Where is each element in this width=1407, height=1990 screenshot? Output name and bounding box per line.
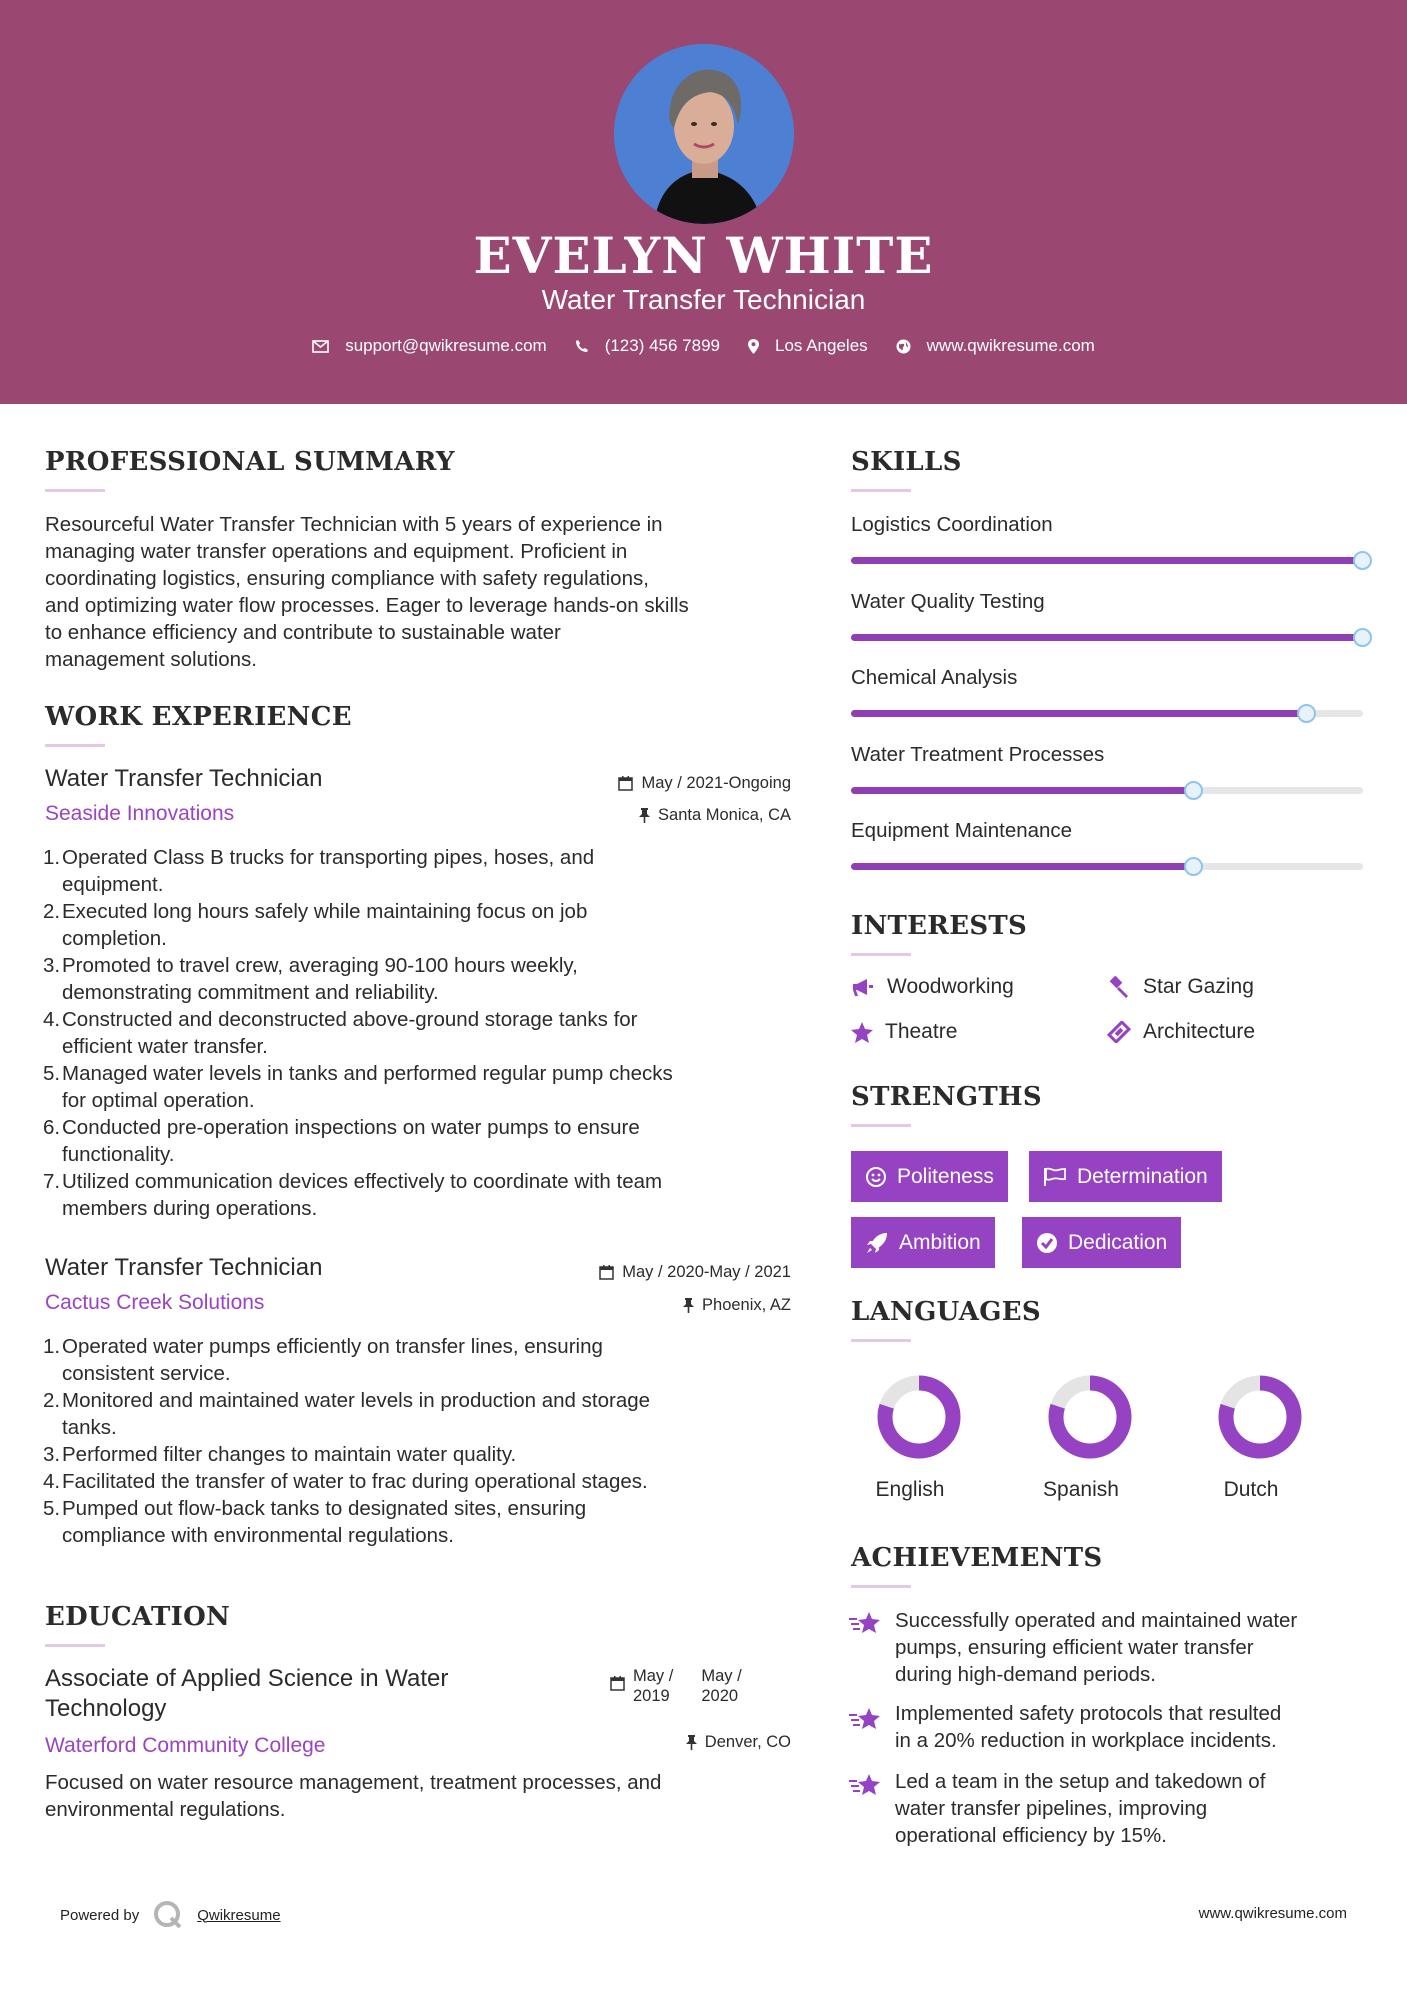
skill-bar-track (851, 787, 1363, 794)
list-line: Facilitated the transfer of water to frac during operational stages. (62, 1470, 648, 1493)
skill-label: Water Quality Testing (851, 589, 1045, 613)
achievement-line: water transfer pipelines, improving (895, 1797, 1208, 1820)
list-item (44, 1168, 784, 1222)
calendar-icon (610, 1676, 625, 1691)
list-item (44, 1006, 784, 1060)
flag-icon (1043, 1167, 1067, 1187)
skill-bar-track (851, 557, 1363, 564)
summary-heading-rule (45, 489, 105, 492)
skill-bar-knob (1297, 704, 1316, 723)
megaphone-icon (851, 977, 875, 997)
skills-heading: SKILLS (851, 447, 962, 477)
pin-icon (639, 808, 650, 823)
interests-heading-rule (851, 953, 911, 956)
list-line: consistent service. (62, 1362, 231, 1385)
skill-label: Logistics Coordination (851, 513, 1053, 536)
job-location-text: Phoenix, AZ (702, 1296, 791, 1314)
list-line: Monitored and maintained water levels in production and storage (62, 1389, 651, 1412)
achievement-line: Led a team in the setup and takedown of (895, 1770, 1266, 1793)
strength-label: Determination (1077, 1164, 1208, 1188)
list-line: functionality. (62, 1143, 175, 1166)
achievement-line: during high-demand periods. (895, 1663, 1156, 1686)
strengths-heading-rule (851, 1124, 911, 1127)
interest-label: Theatre (885, 1020, 958, 1043)
list-number: 5. (43, 1497, 61, 1520)
header-banner (0, 0, 1407, 404)
contact-phone[interactable] (575, 336, 720, 356)
list-line: Managed water levels in tanks and performed regular pump checks (62, 1062, 673, 1085)
education-location (686, 1733, 791, 1752)
skill-label: Water Treatment Processes (851, 742, 1105, 766)
summary-line: management solutions. (45, 648, 257, 671)
achievement-line: operational efficiency by 15%. (895, 1824, 1167, 1847)
summary-text (45, 511, 689, 673)
job-location (639, 806, 791, 825)
work-heading: WORK EXPERIENCE (45, 702, 352, 732)
duties-list (44, 1333, 784, 1549)
map-pin-icon (748, 339, 759, 354)
skills-heading-rule (851, 489, 911, 492)
list-number: 3. (43, 954, 61, 977)
strength-badge (1022, 1217, 1181, 1268)
skill-bar-track (851, 863, 1363, 870)
company-name: Cactus Creek Solutions (45, 1291, 265, 1314)
education-heading-rule (45, 1644, 105, 1647)
list-item (44, 1114, 784, 1168)
qwikresume-link[interactable]: Qwikresume (197, 1906, 281, 1924)
website-text: www.qwikresume.com (926, 336, 1095, 355)
achievements-heading: ACHIEVEMENTS (851, 1543, 1103, 1573)
gavel-icon (1107, 976, 1131, 998)
education-desc-line: environmental regulations. (45, 1798, 286, 1821)
degree-line: Associate of Applied Science in Water (45, 1665, 449, 1692)
list-number: 5. (43, 1062, 61, 1085)
phone-text: (123) 456 7899 (604, 336, 721, 355)
job-title: Water Transfer Technician (45, 1254, 323, 1281)
list-line: Pumped out flow-back tanks to designated sites, ensuring (62, 1497, 587, 1520)
list-line: Operated water pumps efficiently on transfer lines, ensuring (62, 1335, 603, 1358)
list-item (44, 952, 784, 1006)
company-name: Seaside Innovations (45, 802, 235, 825)
calendar-icon (599, 1265, 614, 1280)
job-date (618, 774, 791, 793)
powered-by-text: Powered by (60, 1906, 140, 1924)
language-donut (850, 1374, 970, 1465)
date-part: May / (633, 1667, 674, 1685)
education-description (45, 1769, 661, 1823)
list-number: 4. (43, 1008, 61, 1031)
list-number: 2. (43, 1389, 61, 1412)
list-line: tanks. (62, 1416, 117, 1439)
degree-line: Technology (45, 1695, 167, 1722)
summary-heading: PROFESSIONAL SUMMARY (45, 447, 455, 477)
list-number: 6. (43, 1116, 61, 1139)
phone-icon (575, 339, 589, 353)
job-title: Water Transfer Technician (45, 765, 323, 792)
list-item (44, 1333, 784, 1387)
achievement-line: pumps, ensuring efficient water transfer (895, 1636, 1254, 1659)
list-item (44, 898, 784, 952)
education-dates (610, 1666, 742, 1706)
location-text: Los Angeles (775, 336, 868, 355)
shooting-star-icon (849, 1772, 883, 1803)
email-text: support@qwikresume.com (345, 336, 547, 355)
achievement-item (895, 1768, 1265, 1849)
star-icon (851, 1022, 873, 1043)
achievement-line: in a 20% reduction in workplace incidents. (895, 1729, 1277, 1752)
list-line: Promoted to travel crew, averaging 90-100 hours weekly, (62, 954, 578, 977)
footer-website[interactable]: www.qwikresume.com (1198, 1905, 1347, 1922)
interest-architecture (1107, 1020, 1255, 1044)
language-donut (1191, 1374, 1311, 1465)
skill-bar-fill (851, 634, 1363, 641)
strengths-heading: STRENGTHS (851, 1082, 1042, 1112)
profile-photo (614, 44, 794, 224)
education-end (701, 1666, 741, 1706)
footer-powered-by (60, 1900, 281, 1930)
list-number: 1. (43, 846, 61, 869)
calendar-icon (618, 776, 633, 791)
job-date-text: May / 2020-May / 2021 (622, 1263, 791, 1281)
job-date (599, 1263, 791, 1282)
qwikresume-logo-icon (153, 1900, 183, 1930)
degree-title (45, 1664, 448, 1724)
smile-icon (865, 1166, 887, 1188)
list-line: for optimal operation. (62, 1089, 255, 1112)
achievements-heading-rule (851, 1585, 911, 1588)
achievement-item (895, 1700, 1281, 1754)
skill-label: Equipment Maintenance (851, 819, 1073, 842)
summary-line: to enhance efficiency and contribute to sustainable water (45, 621, 561, 644)
skill-bar-knob (1353, 551, 1372, 570)
skill-bar-knob (1184, 781, 1203, 800)
list-line: compliance with environmental regulations. (62, 1524, 454, 1547)
achievement-line: Implemented safety protocols that resulted (895, 1702, 1282, 1725)
date-part: 2019 (633, 1687, 670, 1705)
list-number: 3. (43, 1443, 61, 1466)
contact-website[interactable] (896, 336, 1095, 356)
candidate-title: Water Transfer Technician (541, 284, 866, 315)
envelope-icon (312, 340, 329, 353)
list-item (44, 1468, 784, 1495)
skill-bar-fill (851, 787, 1194, 794)
list-item (44, 1441, 784, 1468)
interest-theatre (851, 1020, 957, 1044)
skill-bar-knob (1353, 628, 1372, 647)
achievement-item (895, 1607, 1297, 1688)
pin-icon (686, 1735, 697, 1750)
work-heading-rule (45, 744, 105, 747)
language-donut (1021, 1374, 1141, 1465)
school-name: Waterford Community College (45, 1734, 326, 1757)
skill-bar-fill (851, 557, 1363, 564)
rocket-icon (865, 1231, 889, 1255)
strength-badge (851, 1151, 1008, 1202)
strength-label: Dedication (1068, 1230, 1168, 1254)
list-line: efficient water transfer. (62, 1035, 268, 1058)
list-item (44, 1060, 784, 1114)
pin-icon (683, 1298, 694, 1313)
list-line: Conducted pre-operation inspections on water pumps to ensure (62, 1116, 640, 1139)
list-line: completion. (62, 927, 167, 950)
summary-line: managing water transfer operations and equipment. Proficient in (45, 540, 628, 563)
education-start (633, 1666, 673, 1706)
list-item (44, 1387, 784, 1441)
interest-star-gazing (1107, 975, 1254, 999)
skill-bar-track (851, 710, 1363, 717)
language-label: Dutch (1223, 1478, 1279, 1501)
interest-label: Architecture (1143, 1020, 1256, 1043)
list-item (44, 844, 784, 898)
interests-heading: INTERESTS (851, 911, 1028, 941)
contact-bar (0, 336, 1407, 356)
skill-bar-fill (851, 863, 1194, 870)
summary-line: coordinating logistics, ensuring compliance with safety regulations, (45, 567, 649, 590)
languages-heading-rule (851, 1339, 911, 1342)
list-number: 2. (43, 900, 61, 923)
education-desc-line: Focused on water resource management, treatment processes, and (45, 1771, 662, 1794)
skill-label: Chemical Analysis (851, 666, 1018, 689)
list-line: members during operations. (62, 1197, 318, 1220)
list-line: Executed long hours safely while maintaining focus on job (62, 900, 588, 923)
list-number: 1. (43, 1335, 61, 1358)
ticket-icon (1107, 1021, 1131, 1043)
skill-bar-knob (1184, 857, 1203, 876)
shooting-star-icon (849, 1610, 883, 1641)
duties-list (44, 844, 784, 1222)
contact-location (748, 336, 868, 356)
strength-badge (851, 1217, 995, 1268)
list-line: Performed filter changes to maintain water quality. (62, 1443, 517, 1466)
summary-line: and optimizing water flow processes. Eager to leverage hands-on skills (45, 594, 689, 617)
job-location-text: Santa Monica, CA (658, 806, 791, 824)
list-line: demonstrating commitment and reliability. (62, 981, 439, 1004)
strength-label: Ambition (899, 1230, 981, 1254)
list-line: Utilized communication devices effectively to coordinate with team (62, 1170, 663, 1193)
education-location-text: Denver, CO (704, 1733, 791, 1751)
list-line: equipment. (62, 873, 164, 896)
globe-icon (896, 339, 911, 354)
list-line: Operated Class B trucks for transporting pipes, hoses, and (62, 846, 595, 869)
job-location (683, 1296, 791, 1315)
summary-line: Resourceful Water Transfer Technician with 5 years of experience in (45, 513, 663, 536)
shooting-star-icon (849, 1706, 883, 1737)
skill-bar-track (851, 634, 1363, 641)
skill-bar-fill (851, 710, 1307, 717)
job-date-text: May / 2021-Ongoing (641, 774, 791, 792)
list-line: Constructed and deconstructed above-ground storage tanks for (62, 1008, 638, 1031)
interest-woodworking (851, 975, 1014, 999)
strength-badge (1029, 1151, 1222, 1202)
contact-email[interactable] (312, 336, 547, 356)
education-heading: EDUCATION (45, 1602, 231, 1632)
list-number: 7. (43, 1170, 61, 1193)
interest-label: Star Gazing (1143, 975, 1254, 998)
languages-heading: LANGUAGES (851, 1297, 1041, 1327)
achievement-line: Successfully operated and maintained water (895, 1609, 1298, 1632)
date-part: 2020 (701, 1687, 739, 1705)
candidate-name: EVELYN WHITE (473, 226, 934, 285)
language-label: English (875, 1478, 945, 1501)
strength-label: Politeness (897, 1164, 994, 1188)
list-item (44, 1495, 784, 1549)
interest-label: Woodworking (887, 975, 1014, 998)
date-part: May / (701, 1667, 742, 1685)
check-circle-icon (1036, 1232, 1058, 1254)
language-label: Spanish (1043, 1478, 1119, 1501)
list-number: 4. (43, 1470, 61, 1493)
